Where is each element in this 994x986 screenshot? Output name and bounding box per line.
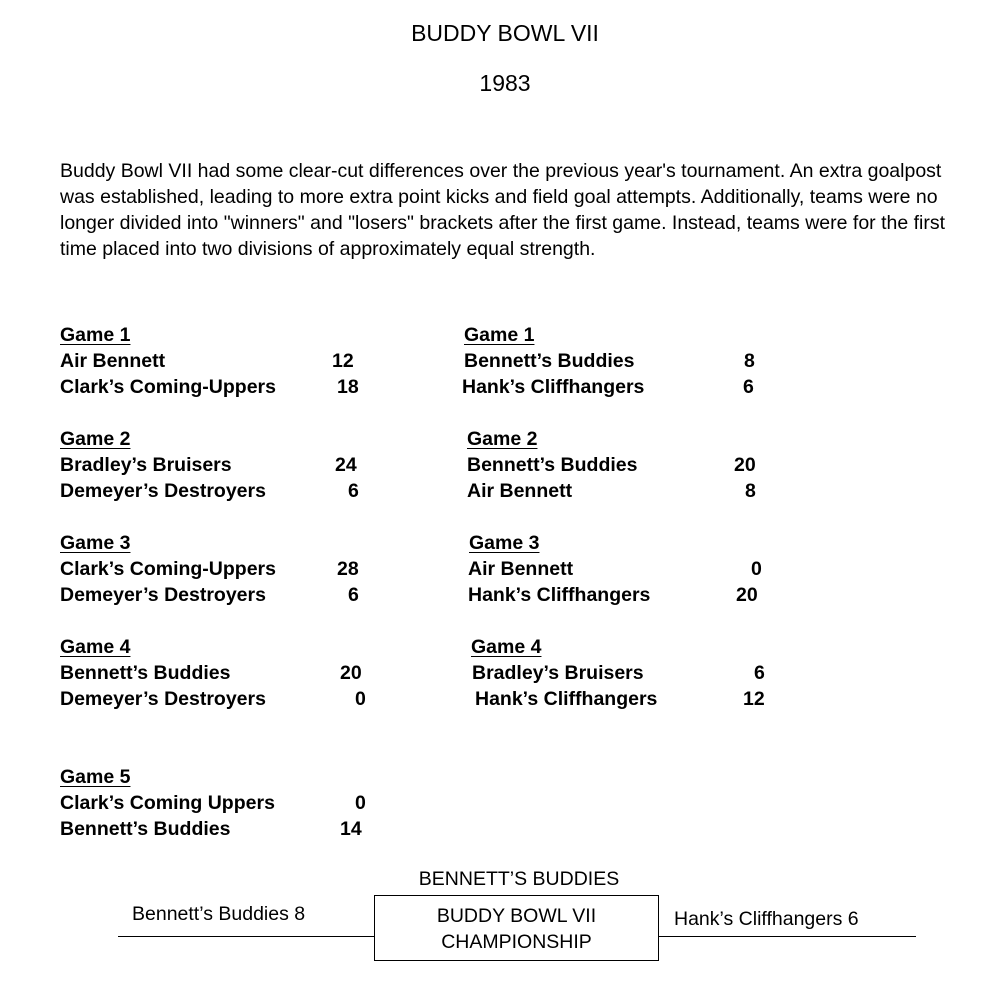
team-name: Demeyer’s Destroyers [60, 688, 266, 710]
team-score: 8 [744, 350, 755, 372]
team-score: 14 [340, 818, 362, 840]
team-score: 6 [743, 376, 754, 398]
team-score: 20 [734, 454, 756, 476]
right-game-2 [467, 426, 756, 504]
team-name: Clark’s Coming Uppers [60, 792, 275, 814]
team-score: 0 [751, 558, 762, 580]
game-header: Game 2 [467, 428, 538, 450]
right-game-4 [471, 634, 765, 712]
team-score: 18 [337, 376, 359, 398]
championship-box [374, 895, 659, 961]
intro-paragraph: Buddy Bowl VII had some clear-cut differences over the previous year's tournament. An extra goalpost was established, leading to more extra point kicks and field goal attempts. Additionally, teams were no longer divided into "winners" and "losers" brackets after the first game. Instead, teams were for the first time placed into two divisions of approximately equal strength. [60, 160, 946, 260]
team-name: Bradley’s Bruisers [472, 662, 644, 684]
team-score: 6 [348, 480, 359, 502]
left-game-3 [60, 530, 359, 608]
game-header: Game 2 [60, 428, 131, 450]
team-name: Clark’s Coming-Uppers [60, 558, 276, 580]
year-subtitle: 1983 [479, 70, 531, 96]
team-name: Hank’s Cliffhangers [475, 688, 658, 710]
team-name: Demeyer’s Destroyers [60, 584, 266, 606]
team-name: Bradley’s Bruisers [60, 454, 232, 476]
game-header: Game 1 [60, 324, 131, 346]
champion-name: BENNETT’S BUDDIES [418, 868, 620, 890]
left-game-4 [60, 634, 366, 712]
team-score: 12 [332, 350, 354, 372]
team-name: Hank’s Cliffhangers [462, 376, 645, 398]
team-name: Clark’s Coming-Uppers [60, 376, 276, 398]
championship-line-1: BUDDY BOWL VII [436, 905, 597, 927]
team-score: 0 [355, 688, 366, 710]
team-name: Bennett’s Buddies [60, 818, 231, 840]
game-header: Game 3 [60, 532, 131, 554]
bracket-line-right [659, 936, 916, 937]
finalist-left: Bennett’s Buddies 8 [132, 903, 306, 925]
team-name: Air Bennett [468, 558, 574, 580]
team-score: 0 [355, 792, 366, 814]
left-game-1 [60, 322, 359, 400]
game-header: Game 1 [464, 324, 535, 346]
finalist-right: Hank’s Cliffhangers 6 [674, 908, 859, 930]
right-game-3 [468, 530, 762, 608]
team-name: Air Bennett [60, 350, 166, 372]
game-header: Game 4 [60, 636, 131, 658]
bracket-line-left [118, 936, 375, 937]
team-name: Bennett’s Buddies [60, 662, 231, 684]
right-game-1 [462, 322, 755, 400]
championship-line-2: CHAMPIONSHIP [441, 931, 592, 953]
team-score: 28 [337, 558, 359, 580]
team-score: 6 [348, 584, 359, 606]
team-score: 20 [736, 584, 758, 606]
team-score: 24 [335, 454, 357, 476]
team-name: Bennett’s Buddies [467, 454, 638, 476]
game-header: Game 5 [60, 766, 131, 788]
team-name: Demeyer’s Destroyers [60, 480, 266, 502]
game-header: Game 3 [469, 532, 540, 554]
team-name: Hank’s Cliffhangers [468, 584, 651, 606]
left-game-2 [60, 426, 359, 504]
team-score: 8 [745, 480, 756, 502]
game-header: Game 4 [471, 636, 542, 658]
team-score: 12 [743, 688, 765, 710]
team-name: Air Bennett [467, 480, 573, 502]
team-name: Bennett’s Buddies [464, 350, 635, 372]
left-game-5 [60, 764, 366, 842]
team-score: 20 [340, 662, 362, 684]
page-title: BUDDY BOWL VII [411, 20, 599, 46]
team-score: 6 [754, 662, 765, 684]
